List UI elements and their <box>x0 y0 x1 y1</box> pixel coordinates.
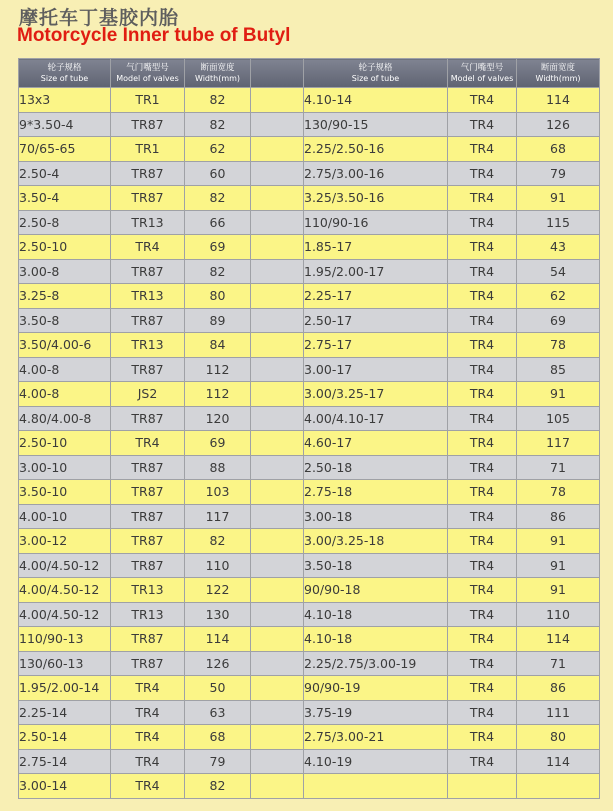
valve-model-cell: TR4 <box>448 700 517 725</box>
section-width-cell: 117 <box>517 431 600 456</box>
spacer-cell <box>251 553 304 578</box>
tube-size-cell: 3.00-12 <box>19 529 111 554</box>
tube-size-cell: 3.25/3.50-16 <box>304 186 448 211</box>
tube-size-cell: 2.50-14 <box>19 725 111 750</box>
spacer-cell <box>251 749 304 774</box>
spacer-cell <box>251 431 304 456</box>
tube-size-cell: 3.75-19 <box>304 700 448 725</box>
valve-model-cell: TR4 <box>448 382 517 407</box>
section-width-cell: 114 <box>517 749 600 774</box>
valve-model-cell: TR4 <box>111 749 185 774</box>
tube-size-cell: 2.50-10 <box>19 431 111 456</box>
valve-model-cell: TR13 <box>111 333 185 358</box>
table-row <box>19 578 600 603</box>
section-width-cell: 117 <box>185 504 251 529</box>
spacer-cell <box>251 676 304 701</box>
table-row <box>19 308 600 333</box>
section-width-cell: 62 <box>185 137 251 162</box>
tube-size-cell: 3.00-10 <box>19 455 111 480</box>
spacer-cell <box>251 259 304 284</box>
section-width-cell: 91 <box>517 382 600 407</box>
spacer-cell <box>251 627 304 652</box>
section-width-cell: 91 <box>517 553 600 578</box>
tube-size-cell: 2.75-18 <box>304 480 448 505</box>
header-spacer <box>251 59 304 88</box>
tube-size-cell: 1.95/2.00-17 <box>304 259 448 284</box>
header-size-right <box>304 59 448 88</box>
valve-model-cell: TR4 <box>448 431 517 456</box>
section-width-cell: 82 <box>185 186 251 211</box>
valve-model-cell: TR4 <box>448 553 517 578</box>
tube-size-cell: 2.50-17 <box>304 308 448 333</box>
tube-size-cell: 13x3 <box>19 88 111 113</box>
tube-size-cell: 4.60-17 <box>304 431 448 456</box>
table-row <box>19 627 600 652</box>
valve-model-cell: TR4 <box>448 161 517 186</box>
table-header-row <box>19 59 600 88</box>
section-width-cell: 103 <box>185 480 251 505</box>
table-row <box>19 259 600 284</box>
valve-model-cell: TR13 <box>111 284 185 309</box>
section-width-cell: 78 <box>517 333 600 358</box>
valve-model-cell: TR87 <box>111 455 185 480</box>
valve-model-cell: TR87 <box>111 651 185 676</box>
header-size-cn: 轮子规格 <box>358 62 393 73</box>
valve-model-cell: TR4 <box>448 578 517 603</box>
section-width-cell: 63 <box>185 700 251 725</box>
section-width-cell: 69 <box>185 235 251 260</box>
spacer-cell <box>251 88 304 113</box>
spacer-cell <box>251 112 304 137</box>
spacer-cell <box>251 725 304 750</box>
tube-size-cell: 4.00/4.50-12 <box>19 602 111 627</box>
tube-size-cell: 3.50-10 <box>19 480 111 505</box>
header-width-cn: 断面宽度 <box>540 62 575 73</box>
valve-model-cell: TR4 <box>448 259 517 284</box>
tube-size-cell: 4.10-18 <box>304 602 448 627</box>
tube-size-cell: 4.10-19 <box>304 749 448 774</box>
section-width-cell: 130 <box>185 602 251 627</box>
section-width-cell: 60 <box>185 161 251 186</box>
tube-size-cell: 4.00-10 <box>19 504 111 529</box>
valve-model-cell: TR4 <box>448 357 517 382</box>
section-width-cell: 88 <box>185 455 251 480</box>
tube-size-cell: 1.85-17 <box>304 235 448 260</box>
tube-size-cell: 3.00-17 <box>304 357 448 382</box>
spacer-cell <box>251 284 304 309</box>
table-row <box>19 676 600 701</box>
tube-size-cell: 4.00-8 <box>19 357 111 382</box>
section-width-cell: 85 <box>517 357 600 382</box>
header-width-en: Width(mm) <box>535 73 581 83</box>
tube-size-cell: 1.95/2.00-14 <box>19 676 111 701</box>
tube-size-cell: 2.25/2.50-16 <box>304 137 448 162</box>
section-width-cell: 68 <box>185 725 251 750</box>
tube-size-cell: 3.00-18 <box>304 504 448 529</box>
valve-model-cell: TR87 <box>111 480 185 505</box>
valve-model-cell: TR87 <box>111 259 185 284</box>
header-size-en: Size of tube <box>351 73 400 83</box>
section-width-cell: 82 <box>185 88 251 113</box>
valve-model-cell: TR4 <box>448 504 517 529</box>
table-row <box>19 602 600 627</box>
table-row <box>19 553 600 578</box>
valve-model-cell: JS2 <box>111 382 185 407</box>
section-width-cell: 66 <box>185 210 251 235</box>
tube-size-cell: 3.25-8 <box>19 284 111 309</box>
table-row <box>19 137 600 162</box>
spacer-cell <box>251 455 304 480</box>
tube-size-cell: 2.25/2.75/3.00-19 <box>304 651 448 676</box>
table-row <box>19 161 600 186</box>
tube-size-cell: 4.00/4.50-12 <box>19 553 111 578</box>
valve-model-cell: TR4 <box>448 529 517 554</box>
table-body <box>19 88 600 799</box>
section-width-cell: 68 <box>517 137 600 162</box>
spacer-cell <box>251 235 304 260</box>
section-width-cell: 62 <box>517 284 600 309</box>
section-width-cell: 78 <box>517 480 600 505</box>
valve-model-cell: TR4 <box>111 725 185 750</box>
tube-size-cell: 4.10-18 <box>304 627 448 652</box>
header-width-cn: 断面宽度 <box>200 62 235 73</box>
table-row <box>19 774 600 799</box>
valve-model-cell: TR4 <box>111 774 185 799</box>
section-width-cell: 91 <box>517 529 600 554</box>
table-row <box>19 651 600 676</box>
spacer-cell <box>251 578 304 603</box>
spacer-cell <box>251 504 304 529</box>
header-valve-cn: 气门嘴型号 <box>460 62 504 73</box>
table-row <box>19 529 600 554</box>
header-valve-cn: 气门嘴型号 <box>126 62 169 73</box>
spacer-cell <box>251 602 304 627</box>
spacer-cell <box>251 357 304 382</box>
valve-model-cell: TR13 <box>111 602 185 627</box>
valve-model-cell: TR4 <box>448 725 517 750</box>
valve-model-cell: TR13 <box>111 578 185 603</box>
spacer-cell <box>251 161 304 186</box>
section-width-cell: 43 <box>517 235 600 260</box>
valve-model-cell: TR4 <box>111 431 185 456</box>
header-width-right <box>517 59 600 88</box>
section-width-cell: 84 <box>185 333 251 358</box>
table-row <box>19 382 600 407</box>
tube-size-cell: 110/90-13 <box>19 627 111 652</box>
tube-size-cell: 2.75/3.00-16 <box>304 161 448 186</box>
tube-size-cell: 2.25-14 <box>19 700 111 725</box>
header-width-en: Width(mm) <box>194 73 241 83</box>
section-width-cell: 114 <box>517 88 600 113</box>
table-row <box>19 700 600 725</box>
spacer-cell <box>251 406 304 431</box>
tube-size-cell: 2.75/3.00-21 <box>304 725 448 750</box>
header-valve-left <box>111 59 185 88</box>
valve-model-cell: TR4 <box>448 186 517 211</box>
section-width-cell: 105 <box>517 406 600 431</box>
table-row <box>19 357 600 382</box>
section-width-cell: 91 <box>517 186 600 211</box>
spacer-cell <box>251 210 304 235</box>
header-valve-right <box>448 59 517 88</box>
section-width-cell: 80 <box>185 284 251 309</box>
tube-size-cell: 9*3.50-4 <box>19 112 111 137</box>
tube-size-cell: 4.00-8 <box>19 382 111 407</box>
table-row <box>19 333 600 358</box>
spacer-cell <box>251 382 304 407</box>
tube-size-cell: 3.50-18 <box>304 553 448 578</box>
tube-size-cell: 70/65-65 <box>19 137 111 162</box>
table-row <box>19 749 600 774</box>
section-width-cell: 82 <box>185 529 251 554</box>
section-width-cell: 110 <box>185 553 251 578</box>
spacer-cell <box>251 186 304 211</box>
valve-model-cell: TR4 <box>448 602 517 627</box>
section-width-cell: 82 <box>185 259 251 284</box>
spacer-cell <box>251 774 304 799</box>
section-width-cell: 69 <box>185 431 251 456</box>
tube-size-cell: 2.50-8 <box>19 210 111 235</box>
tube-size-cell: 130/60-13 <box>19 651 111 676</box>
valve-model-cell: TR4 <box>111 235 185 260</box>
valve-model-cell: TR87 <box>111 357 185 382</box>
section-width-cell: 112 <box>185 357 251 382</box>
tube-size-cell: 3.00-8 <box>19 259 111 284</box>
table-row <box>19 235 600 260</box>
section-width-cell: 91 <box>517 578 600 603</box>
table-row <box>19 406 600 431</box>
section-width-cell: 79 <box>185 749 251 774</box>
section-width-cell: 71 <box>517 651 600 676</box>
tube-size-cell: 2.25-17 <box>304 284 448 309</box>
tube-size-cell: 2.75-17 <box>304 333 448 358</box>
valve-model-cell: TR4 <box>448 676 517 701</box>
tube-size-cell: 90/90-19 <box>304 676 448 701</box>
valve-model-cell: TR4 <box>448 651 517 676</box>
valve-model-cell: TR4 <box>448 88 517 113</box>
section-width-cell: 80 <box>517 725 600 750</box>
valve-model-cell <box>448 774 517 799</box>
table-row <box>19 210 600 235</box>
inner-tube-spec-table <box>18 58 600 799</box>
valve-model-cell: TR87 <box>111 112 185 137</box>
valve-model-cell: TR4 <box>448 284 517 309</box>
header-size-left <box>19 59 111 88</box>
section-width-cell: 115 <box>517 210 600 235</box>
valve-model-cell: TR87 <box>111 627 185 652</box>
section-width-cell: 114 <box>185 627 251 652</box>
section-width-cell: 111 <box>517 700 600 725</box>
section-width-cell: 86 <box>517 504 600 529</box>
valve-model-cell: TR4 <box>448 406 517 431</box>
valve-model-cell: TR13 <box>111 210 185 235</box>
section-width-cell: 69 <box>517 308 600 333</box>
valve-model-cell: TR1 <box>111 137 185 162</box>
tube-size-cell: 4.00/4.10-17 <box>304 406 448 431</box>
section-width-cell: 71 <box>517 455 600 480</box>
valve-model-cell: TR87 <box>111 553 185 578</box>
valve-model-cell: TR87 <box>111 406 185 431</box>
tube-size-cell: 4.00/4.50-12 <box>19 578 111 603</box>
header-width-left <box>185 59 251 88</box>
section-width-cell: 112 <box>185 382 251 407</box>
header-size-en: Size of tube <box>40 73 89 83</box>
section-width-cell: 122 <box>185 578 251 603</box>
spacer-cell <box>251 651 304 676</box>
section-width-cell: 82 <box>185 774 251 799</box>
valve-model-cell: TR87 <box>111 308 185 333</box>
table-row <box>19 725 600 750</box>
valve-model-cell: TR4 <box>448 333 517 358</box>
page-title-english: Motorcycle Inner tube of Butyl <box>17 25 291 46</box>
spacer-cell <box>251 308 304 333</box>
section-width-cell: 126 <box>517 112 600 137</box>
spacer-cell <box>251 480 304 505</box>
section-width-cell: 114 <box>517 627 600 652</box>
tube-size-cell: 110/90-16 <box>304 210 448 235</box>
tube-size-cell: 2.50-18 <box>304 455 448 480</box>
valve-model-cell: TR4 <box>448 308 517 333</box>
tube-size-cell <box>304 774 448 799</box>
valve-model-cell: TR4 <box>111 676 185 701</box>
spacer-cell <box>251 529 304 554</box>
table-row <box>19 504 600 529</box>
valve-model-cell: TR4 <box>448 112 517 137</box>
section-width-cell: 120 <box>185 406 251 431</box>
valve-model-cell: TR87 <box>111 186 185 211</box>
valve-model-cell: TR4 <box>448 455 517 480</box>
valve-model-cell: TR4 <box>111 700 185 725</box>
valve-model-cell: TR87 <box>111 161 185 186</box>
section-width-cell: 50 <box>185 676 251 701</box>
section-width-cell: 82 <box>185 112 251 137</box>
valve-model-cell: TR4 <box>448 480 517 505</box>
table-row <box>19 455 600 480</box>
table-row <box>19 186 600 211</box>
header-valve-en: Model of valves <box>116 73 179 83</box>
page-title-chinese: 摩托车丁基胶内胎 <box>19 7 180 29</box>
spacer-cell <box>251 333 304 358</box>
table-row <box>19 88 600 113</box>
tube-size-cell: 130/90-15 <box>304 112 448 137</box>
valve-model-cell: TR4 <box>448 235 517 260</box>
tube-size-cell: 4.80/4.00-8 <box>19 406 111 431</box>
valve-model-cell: TR87 <box>111 529 185 554</box>
spacer-cell <box>251 700 304 725</box>
tube-size-cell: 3.00/3.25-17 <box>304 382 448 407</box>
spacer-cell <box>251 137 304 162</box>
section-width-cell: 89 <box>185 308 251 333</box>
tube-size-cell: 2.50-4 <box>19 161 111 186</box>
valve-model-cell: TR1 <box>111 88 185 113</box>
section-width-cell: 54 <box>517 259 600 284</box>
valve-model-cell: TR4 <box>448 137 517 162</box>
tube-size-cell: 4.10-14 <box>304 88 448 113</box>
tube-size-cell: 2.75-14 <box>19 749 111 774</box>
tube-size-cell: 90/90-18 <box>304 578 448 603</box>
table-row <box>19 480 600 505</box>
header-valve-en: Model of valves <box>450 73 514 83</box>
tube-size-cell: 3.00-14 <box>19 774 111 799</box>
header-size-cn: 轮子规格 <box>47 62 82 73</box>
table-row <box>19 431 600 456</box>
tube-size-cell: 3.50-8 <box>19 308 111 333</box>
table-row <box>19 112 600 137</box>
tube-size-cell: 3.50/4.00-6 <box>19 333 111 358</box>
section-width-cell: 86 <box>517 676 600 701</box>
valve-model-cell: TR4 <box>448 627 517 652</box>
valve-model-cell: TR4 <box>448 749 517 774</box>
section-width-cell: 110 <box>517 602 600 627</box>
table-row <box>19 284 600 309</box>
tube-size-cell: 3.00/3.25-18 <box>304 529 448 554</box>
tube-size-cell: 2.50-10 <box>19 235 111 260</box>
valve-model-cell: TR87 <box>111 504 185 529</box>
tube-size-cell: 3.50-4 <box>19 186 111 211</box>
valve-model-cell: TR4 <box>448 210 517 235</box>
section-width-cell: 126 <box>185 651 251 676</box>
section-width-cell: 79 <box>517 161 600 186</box>
section-width-cell <box>517 774 600 799</box>
